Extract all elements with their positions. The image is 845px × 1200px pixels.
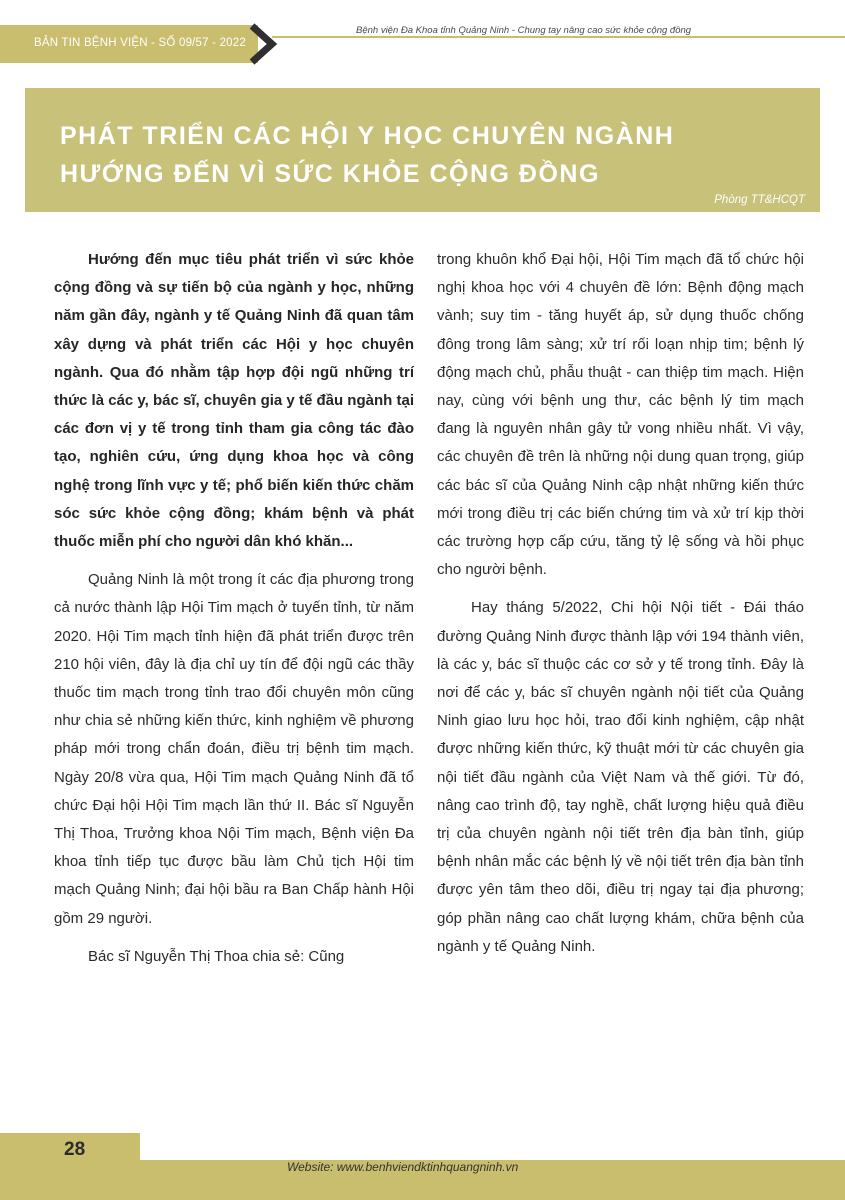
title-line-2: HƯỚNG ĐẾN VÌ SỨC KHỎE CỘNG ĐỒNG — [60, 160, 600, 188]
article-paragraph: Quảng Ninh là một trong ít các địa phương trong cả nước thành lập Hội Tim mạch ở tuyến tỉnh, từ năm 2020. Hội Tim mạch tỉnh hiện đã phát triển được trên 210 hội viên, đây là địa chỉ uy tín để đội ngũ các thầy thuốc tim mạch trong tỉnh trao đổi chuyên môn cũng như chia sẻ những kiến thức, kinh nghiệm về phương pháp mới trong chẩn đoán, điều trị bệnh tim mạch. Ngày 20/8 vừa qua, Hội Tim mạch Quảng Ninh đã tổ chức Đại hội Hội Tim mạch lần thứ II. Bác sĩ Nguyễn Thị Thoa, Trưởng khoa Nội Tim mạch, Bệnh viện Đa khoa tỉnh tiếp tục được bầu làm Chủ tịch Hội tim mạch Quảng Ninh; đại hội bầu ra Ban Chấp hành Hội gồm 29 người. — [54, 571, 414, 927]
footer-website: Website: www.benhviendktinhquangninh.vn — [287, 1160, 519, 1174]
article-paragraph: Bác sĩ Nguyễn Thị Thoa chia sẻ: Cũng — [88, 947, 345, 965]
title-line-1: PHÁT TRIỂN CÁC HỘI Y HỌC CHUYÊN NGÀNH — [60, 122, 675, 150]
article-column-right — [437, 246, 804, 971]
article-title — [60, 117, 674, 193]
header-slogan: Bệnh viện Đa Khoa tỉnh Quảng Ninh - Chung tay nâng cao sức khỏe cộng đồng — [356, 25, 692, 36]
header-rule — [272, 36, 845, 38]
article-lead: Hướng đến mục tiêu phát triển vì sức khỏe cộng đồng và sự tiến bộ của ngành y học, những năm gần đây, ngành y tế Quảng Ninh đã quan tâm xây dựng và phát triển các Hội y học chuyên ngành. Qua đó nhằm tập hợp đội ngũ những trí thức là các y, bác sĩ, chuyên gia y tế đầu ngành tại các đơn vị y tế trong tỉnh tham gia công tác đào tạo, nghiên cứu, ứng dụng khoa học và công nghệ trong lĩnh vực y tế; phổ biến kiến thức chăm sóc sức khỏe cộng đồng; khám bệnh và phát thuốc miễn phí cho người dân khó khăn... — [54, 251, 414, 551]
article-paragraph: Hay tháng 5/2022, Chi hội Nội tiết - Đái tháo đường Quảng Ninh được thành lập với 194 thành viên, là các y, bác sĩ thuộc các cơ sở y tế trong tỉnh. Đây là nơi để các y, bác sĩ chuyên ngành nội tiết của Quảng Ninh giao lưu học hỏi, trao đổi kinh nghiệm, cập nhật được những kiến thức, kỹ thuật mới từ các chuyên gia nội tiết đầu ngành của Việt Nam và thế giới. Từ đó, nâng cao trình độ, tay nghề, chất lượng hiệu quả điều trị của chuyên ngành nội tiết trên địa bàn tỉnh, giúp bệnh nhân mắc các bệnh lý về nội tiết trên địa bàn tỉnh được yên tâm theo dõi, điều trị ngay tại địa phương; góp phần nâng cao chất lượng khám, chữa bệnh của ngành y tế Quảng Ninh. — [437, 599, 804, 955]
page-header — [0, 0, 845, 88]
issue-label: BẢN TIN BỆNH VIỆN - SỐ 09/57 - 2022 — [34, 37, 246, 49]
page-number: 28 — [64, 1139, 86, 1160]
chevron-right-icon — [246, 22, 280, 66]
article-paragraph: trong khuôn khổ Đại hội, Hội Tim mạch đã tổ chức hội nghị khoa học với 4 chuyên đề lớn: Bệnh động mạch vành; suy tim - tăng huyết áp, sử dụng thuốc chống đông trong lâm sàng; xử trí rối loạn nhịp tim; bệnh lý động mạch chủ, phẫu thuật - can thiệp tim mạch. Hiện nay, cùng với bệnh ung thư, các bệnh lý tim mạch đang là nguyên nhân gây tử vong nhiều nhất. Vì vậy, các chuyên đề trên là những nội dung quan trọng, giúp các bác sĩ của Quảng Ninh cập nhật những kiến thức mới trong điều trị các biến chứng tim và xử trí kịp thời các trường hợp cấp cứu, tăng tỷ lệ sống và hồi phục cho người bệnh. — [437, 251, 804, 579]
article-column-left — [54, 246, 414, 981]
article-author: Phòng TT&HCQT — [714, 194, 805, 206]
